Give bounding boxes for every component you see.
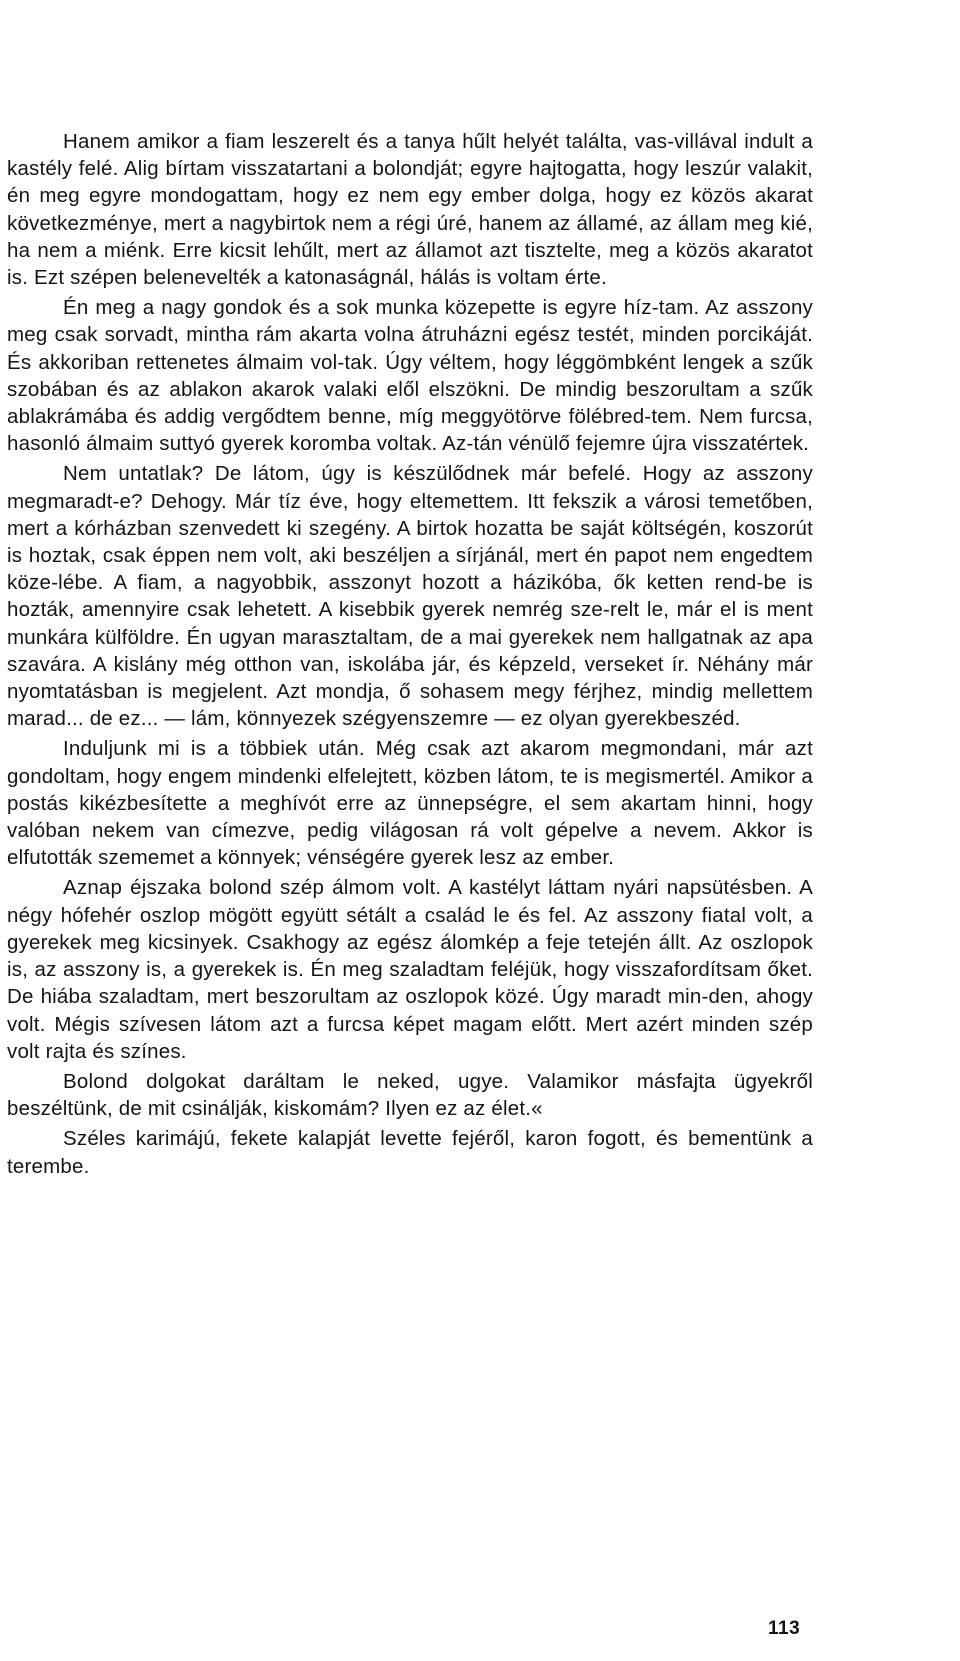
paragraph: Széles karimájú, fekete kalapját levette fejéről, karon fogott, és bementünk a terembe. [7,1127,813,1178]
paragraph: Én meg a nagy gondok és a sok munka közepette is egyre híz-tam. Az asszony meg csak sorvadt, mintha rám akarta volna átruházni egész testét, minden porcikáját. És akkoriban rettenetes álmaim vol-tak. Úgy véltem, hogy léggömbként lengek a szűk szobában és az ablakon akarok valaki elől elszökni. De mindig beszorultam a szűk ablakrámába és addig vergődtem benne, míg meggyötörve fölébred-tem. Nem furcsa, hasonló álmaim suttyó gyerek koromba voltak. Az-tán vénülő fejemre újra visszatértek. [7,296,813,456]
page-number: 113 [768,1618,801,1639]
paragraph: Induljunk mi is a többiek után. Még csak azt akarom megmondani, már azt gondoltam, hogy engem mindenki elfelejtett, közben látom, te is megismertél. Amikor a postás kikézbesítette a meghívót erre az ünnepségre, el sem akartam hinni, hogy valóban nekem van címezve, pedig világosan rá volt gépelve a nevem. Akkor is elfutották szememet a könnyek; vénségére gyerek lesz az ember. [7,737,813,870]
paragraph: Bolond dolgokat daráltam le neked, ugye. Valamikor másfajta ügyekről beszéltünk, de mit csinálják, kiskomám? Ilyen ez az élet.« [7,1069,813,1121]
paragraph: Nem untatlak? De látom, úgy is készülődnek már befelé. Hogy az asszony megmaradt-e? Dehogy. Már tíz éve, hogy eltemettem. Itt fekszik a városi temetőben, mert a kórházban szenvedett ki szegény. A birtok hozatta be saját költségén, koszorút is hoztak, csak éppen nem volt, aki beszéljen a sírjánál, mert én papot nem engedtem köze-lébe. A fiam, a nagyobbik, asszonyt hozott a házikóba, ők ketten rend-be is hozták, amennyire csak lehetett. A kisebbik gyerek nemrég sze-relt le, már el is ment munkára külföldre. Én ugyan marasztaltam, de a mai gyerekek nem hallgatnak az apa szavára. A kislány még otthon van, iskolába jár, és képzeld, verseket ír. Néhány már nyomtatásban is megjelent. Azt mondja, ő sohasem megy férjhez, mindig mellettem marad... de ez... — lám, könnyezek szégyenszemre — ez olyan gyerekbeszéd. [7,462,813,731]
paragraph: Aznap éjszaka bolond szép álmom volt. A kastélyt láttam nyári napsütésben. A négy hófehér oszlop mögött együtt sétált a család le és fel. Az asszony fiatal volt, a gyerekek meg kicsinyek. Csakhogy az egész álomkép a feje tetején állt. Az oszlopok is, az asszony is, a gyerekek is. Én meg szaladtam feléjük, hogy visszafordítsam őket. De hiába szaladtam, mert beszorultam az oszlopok közé. Úgy maradt min-den, ahogy volt. Mégis szívesen látom azt a furcsa képet magam előtt. Mert azért minden szép volt rajta és színes. [7,876,813,1063]
body-text [7,128,813,1180]
paragraph: Hanem amikor a fiam leszerelt és a tanya hűlt helyét találta, vas-villával indult a kastély felé. Alig bírtam visszatartani a bolondját; egyre hajtogatta, hogy leszúr valakit, én meg egyre mondogattam, hogy ez nem egy ember dolga, hogy ez közös akarat következménye, mert a nagybirtok nem a régi úré, hanem az államé, az állam meg kié, ha nem a miénk. Erre kicsit lehűlt, mert az államot azt tisztelte, meg a közös akaratot is. Ezt szépen belenevelték a katonaságnál, hálás is voltam érte. [7,130,813,290]
